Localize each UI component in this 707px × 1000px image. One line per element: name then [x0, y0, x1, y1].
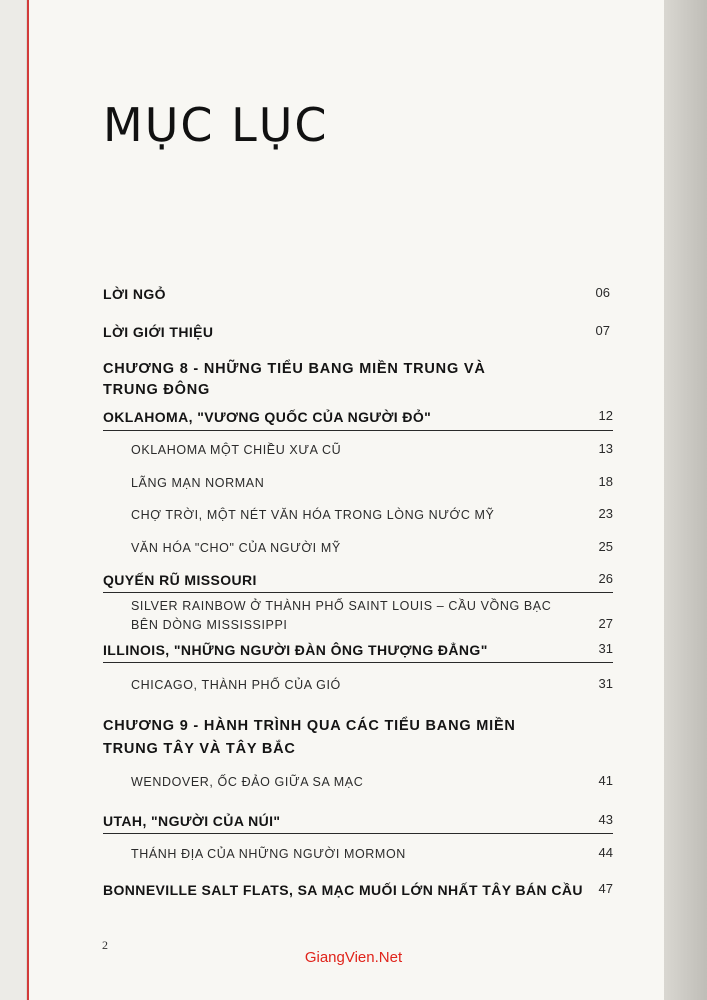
toc-page-illinois: 31: [598, 641, 613, 656]
toc-subentry-van-hoa-cho: VĂN HÓA "CHO" CỦA NGƯỜI MỸ: [131, 541, 341, 555]
toc-page-silver-rainbow: 27: [598, 616, 613, 631]
toc-entry-bonneville: BONNEVILLE SALT FLATS, SA MẠC MUỐI LỚN NHẤT TÂY BÁN CẦU: [103, 882, 583, 898]
toc-page-cho-troi: 23: [598, 506, 613, 521]
toc-subentry-cho-troi: CHỢ TRỜI, MỘT NÉT VĂN HÓA TRONG LÒNG NƯỚC MỸ: [131, 508, 495, 522]
page-number: 2: [102, 938, 108, 952]
toc-subentry-chicago: CHICAGO, THÀNH PHỐ CỦA GIÓ: [131, 678, 341, 692]
toc-entry-utah: UTAH, "NGƯỜI CỦA NÚI": [103, 813, 281, 829]
toc-page-thanh-dia-mormon: 44: [598, 845, 613, 860]
toc-entry-illinois: ILLINOIS, "NHỮNG NGƯỜI ĐÀN ÔNG THƯỢNG ĐẲNG": [103, 642, 488, 658]
toc-page-loi-gioi-thieu: 07: [595, 323, 610, 338]
section-rule: [103, 592, 613, 593]
toc-page-lang-man-norman: 18: [598, 474, 613, 489]
page-edge-line: [27, 0, 29, 1000]
toc-entry-oklahoma: OKLAHOMA, "VƯƠNG QUỐC CỦA NGƯỜI ĐỎ": [103, 409, 432, 425]
section-rule: [103, 430, 613, 431]
toc-subentry-thanh-dia-mormon: THÁNH ĐỊA CỦA NHỮNG NGƯỜI MORMON: [131, 847, 406, 861]
page-title: MỤC LỤC: [103, 98, 329, 152]
section-rule: [103, 662, 613, 663]
toc-page-loi-ngo: 06: [595, 285, 610, 300]
toc-subentry-silver-rainbow-line1: SILVER RAINBOW Ở THÀNH PHỐ SAINT LOUIS – CẦU VỒNG BẠC: [131, 599, 552, 613]
toc-subentry-lang-man-norman: LÃNG MẠN NORMAN: [131, 476, 265, 490]
toc-page-van-hoa-cho: 25: [598, 539, 613, 554]
toc-page-chicago: 31: [598, 676, 613, 691]
section-rule: [103, 833, 613, 834]
toc-subentry-wendover: WENDOVER, ỐC ĐẢO GIỮA SA MẠC: [131, 775, 364, 789]
toc-subentry-oklahoma-mot-chieu: OKLAHOMA MỘT CHIỀU XƯA CŨ: [131, 443, 342, 457]
toc-entry-loi-gioi-thieu: LỜI GIỚI THIỆU: [103, 324, 214, 340]
toc-chapter-9-line2: TRUNG TÂY VÀ TÂY BẮC: [103, 741, 296, 757]
watermark-text: GiangVien.Net: [304, 949, 403, 966]
toc-page-oklahoma: 12: [598, 408, 613, 423]
toc-page-utah: 43: [598, 812, 613, 827]
toc-page-wendover: 41: [598, 773, 613, 788]
toc-page-missouri: 26: [598, 571, 613, 586]
toc-chapter-8-line2: TRUNG ĐÔNG: [103, 382, 211, 398]
toc-page-oklahoma-mot-chieu: 13: [598, 441, 613, 456]
toc-entry-missouri: QUYẾN RŨ MISSOURI: [103, 572, 257, 588]
toc-subentry-silver-rainbow-line2: BÊN DÒNG MISSISSIPPI: [131, 618, 288, 632]
toc-entry-loi-ngo: LỜI NGỎ: [103, 286, 166, 302]
page-gutter-shadow: [664, 0, 707, 1000]
toc-chapter-8-line1: CHƯƠNG 8 - NHỮNG TIỂU BANG MIỀN TRUNG VÀ: [103, 361, 486, 377]
toc-chapter-9-line1: CHƯƠNG 9 - HÀNH TRÌNH QUA CÁC TIỂU BANG MIỀN: [103, 718, 516, 734]
toc-page-bonneville: 47: [598, 881, 613, 896]
